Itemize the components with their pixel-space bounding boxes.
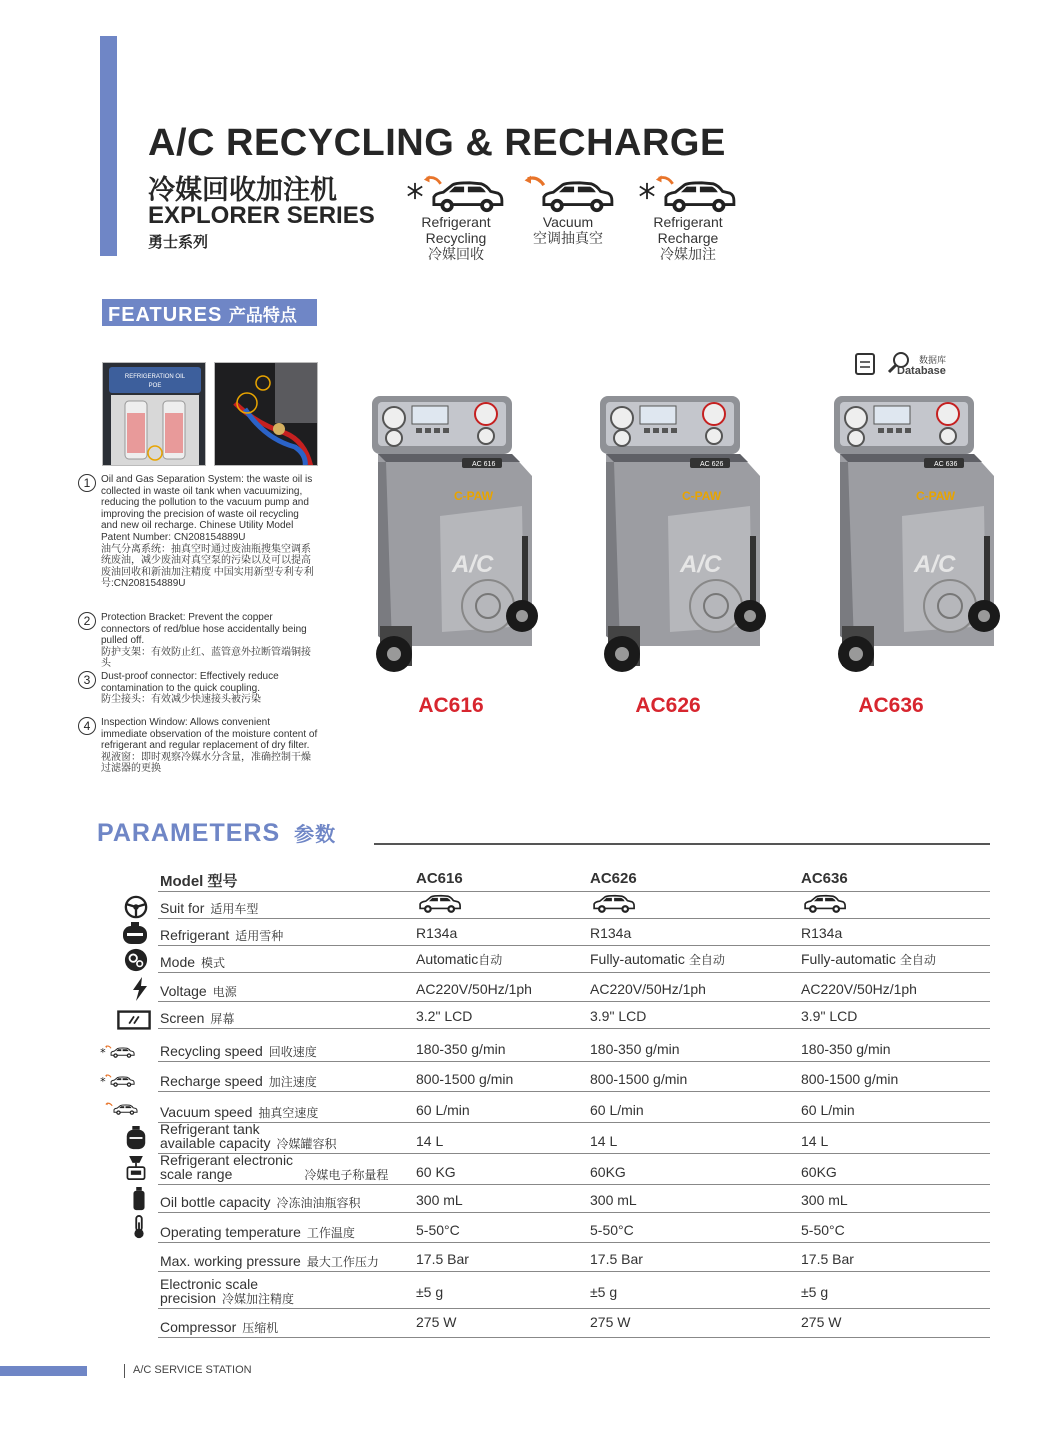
row-refrigerant-ac636: R134a (801, 925, 843, 941)
car-snowflake-recycle-icon (406, 172, 506, 214)
row-label-mode-en: Mode (160, 954, 196, 970)
machine-ac616-panel: A/C (452, 551, 494, 578)
row-temperature-ac636: 5-50°C (801, 1222, 845, 1238)
row-label-screen-cn: 屏幕 (210, 1012, 235, 1026)
parameters-title-label: PARAMETERS (97, 819, 281, 847)
row-label-vacuum-speed-cn: 抽真空速度 (258, 1106, 319, 1120)
car-icon (416, 894, 462, 914)
table-row-recharge-speed (158, 1062, 990, 1092)
row-label-pressure (160, 1254, 379, 1269)
row-mode-ac626 (590, 951, 725, 968)
row-label-oil-bottle (160, 1195, 361, 1210)
row-label-compressor (160, 1320, 278, 1335)
feature-text-1: Oil and Gas Separation System: the waste oil is collected in waste oil tank when vacuumizing, reducing the pollution to the vacuum pump and improving the precision of waste oil recycling and new oil recharge. Chinese Utility Model Patent Number: CN208154889U (101, 474, 313, 543)
feature-number-3: 3 (78, 671, 96, 689)
car-vacuum-icon (518, 172, 618, 214)
row-voltage-ac626: AC220V/50Hz/1ph (590, 981, 706, 997)
row-vacuum-speed-ac636: 60 L/min (801, 1102, 855, 1118)
machine-ac636-brand: C-PAW (916, 489, 956, 503)
row-scale-range-ac616: 60 KG (416, 1164, 456, 1180)
process-recycling-line1: Refrigerant (421, 214, 491, 230)
row-label-tank-capacity-cn: 冷媒罐容积 (276, 1137, 337, 1151)
row-label-voltage (160, 984, 237, 999)
machine-ac616-image (372, 396, 547, 692)
page-title-cn: 冷媒回收加注机 (148, 175, 337, 206)
machine-ac616-brand: C-PAW (454, 489, 494, 503)
row-label-tank-capacity-en2: available capacity (160, 1135, 271, 1151)
features-banner-label: FEATURES (108, 304, 223, 326)
table-header-col-3: AC636 (801, 870, 848, 887)
table-header-label: Model 型号 (160, 873, 238, 890)
row-label-tank-capacity (160, 1122, 337, 1151)
process-recharge (628, 172, 748, 262)
title-accent-bar (100, 36, 117, 256)
row-label-compressor-en: Compressor (160, 1319, 237, 1335)
row-label-vacuum-speed (160, 1105, 318, 1120)
process-recycling-line3: 冷媒回收 (428, 246, 484, 262)
machine-ac626-badge: AC 626 (700, 461, 724, 468)
table-row-vacuum-speed (158, 1092, 990, 1123)
row-label-oil-bottle-cn: 冷冻油油瓶容积 (276, 1196, 361, 1210)
row-oil-bottle-ac626: 300 mL (590, 1192, 637, 1208)
feature-text-2-cn: 防护支架：有效防止红、蓝管意外拉断管端铜接头 (101, 646, 311, 670)
process-recharge-line3: 冷媒加注 (660, 246, 716, 262)
machine-ac626-image (600, 396, 775, 692)
row-vacuum-speed-ac616: 60 L/min (416, 1102, 470, 1118)
row-mode-ac636-en: Fully-automatic (801, 951, 900, 967)
row-label-recycling-speed-en: Recycling speed (160, 1043, 263, 1059)
row-mode-ac626-cn: 全自动 (688, 953, 725, 967)
series-title-cn: 勇士系列 (148, 233, 209, 251)
table-row-temperature (158, 1213, 990, 1243)
row-label-refrigerant-en: Refrigerant (160, 927, 230, 943)
row-label-temperature (160, 1225, 355, 1240)
machine-ac616-badge: AC 616 (472, 461, 496, 468)
row-mode-ac636-cn: 全自动 (899, 953, 936, 967)
row-label-screen-en: Screen (160, 1010, 205, 1026)
parameters-title (97, 818, 336, 848)
row-label-refrigerant-cn: 适用雪种 (235, 929, 284, 943)
scale-icon (118, 1156, 154, 1180)
table-row-screen (158, 1002, 990, 1029)
footer-accent-bar (0, 1366, 87, 1376)
row-label-mode-cn: 模式 (201, 956, 226, 970)
machine-ac626-panel: A/C (680, 551, 722, 578)
car-icon (590, 894, 636, 914)
row-label-oil-bottle-en: Oil bottle capacity (160, 1194, 271, 1210)
feature-number-4: 4 (78, 717, 96, 735)
process-recycling (396, 172, 516, 262)
machine-ac626-brand: C-PAW (682, 489, 722, 503)
feature-photo-hose-bracket (214, 362, 318, 466)
table-row-mode (158, 946, 990, 973)
row-label-voltage-cn: 电源 (212, 985, 237, 999)
table-header-row (158, 860, 990, 892)
row-label-pressure-en: Max. working pressure (160, 1253, 301, 1269)
model-name-ac616: AC616 (418, 694, 484, 717)
row-label-recycling-speed-cn: 回收速度 (268, 1045, 317, 1059)
row-precision-ac636: ±5 g (801, 1284, 829, 1300)
table-row-suit-for (158, 892, 990, 919)
feature-number-1: 1 (78, 474, 96, 492)
feature-text-3: Dust-proof connector: Effectively reduce contamination to the quick coupling. (101, 671, 279, 694)
feature-item-3 (78, 671, 318, 706)
parameters-title-cn: 参数 (294, 822, 337, 846)
feature-item-4 (78, 717, 318, 775)
table-row-refrigerant (158, 919, 990, 946)
row-mode-ac616-cn: 自动 (478, 953, 503, 967)
series-title: EXPLORER SERIES (148, 202, 375, 229)
table-row-pressure (158, 1243, 990, 1272)
lightning-icon (122, 977, 158, 1001)
row-voltage-ac616: AC220V/50Hz/1ph (416, 981, 532, 997)
table-row-recycling-speed (158, 1029, 990, 1062)
row-label-mode (160, 955, 225, 970)
row-label-tank-capacity-en1: Refrigerant tank (160, 1121, 260, 1137)
page-title: A/C RECYCLING & RECHARGE (148, 122, 726, 164)
car-recycle-icon (100, 1040, 136, 1064)
row-compressor-ac626: 275 W (590, 1314, 631, 1330)
row-label-scale-range-en2: scale range (160, 1166, 233, 1182)
row-tank-capacity-ac616: 14 L (416, 1133, 444, 1149)
table-row-precision (158, 1272, 990, 1309)
row-recycling-speed-ac636: 180-350 g/min (801, 1041, 891, 1057)
process-vacuum (508, 172, 628, 246)
row-scale-range-ac626: 60KG (590, 1164, 626, 1180)
database-badge (853, 350, 953, 380)
table-header-col-1: AC616 (416, 870, 463, 887)
footer-separator (124, 1364, 125, 1378)
database-label-cn: 数据库 (919, 355, 947, 365)
row-label-recharge-speed-en: Recharge speed (160, 1073, 263, 1089)
car-recharge-icon (100, 1069, 136, 1093)
row-mode-ac616-en: Automatic (416, 951, 479, 967)
oil-bottle-icon (121, 1187, 157, 1211)
process-recycling-line2: Recycling (425, 230, 487, 246)
row-mode-ac616 (416, 951, 502, 968)
row-label-suit-for (160, 901, 258, 916)
row-oil-bottle-ac636: 300 mL (801, 1192, 848, 1208)
row-compressor-ac616: 275 W (416, 1314, 457, 1330)
thumb-oil-sub: POE (148, 383, 162, 389)
row-oil-bottle-ac616: 300 mL (416, 1192, 463, 1208)
feature-number-2: 2 (78, 612, 96, 630)
machine-ac636-badge: AC 636 (934, 461, 958, 468)
process-vacuum-line1: Vacuum (542, 214, 594, 230)
refrigerant-tank-icon (117, 922, 153, 946)
row-recharge-speed-ac626: 800-1500 g/min (590, 1071, 688, 1087)
footer-text: A/C SERVICE STATION (133, 1364, 252, 1376)
row-precision-ac616: ±5 g (416, 1284, 444, 1300)
row-label-temperature-en: Operating temperature (160, 1224, 301, 1240)
model-name-ac636: AC636 (858, 694, 924, 717)
thermometer-icon (121, 1215, 157, 1239)
machine-ac636-panel: A/C (914, 551, 956, 578)
row-temperature-ac626: 5-50°C (590, 1222, 634, 1238)
row-recharge-speed-ac636: 800-1500 g/min (801, 1071, 899, 1087)
row-refrigerant-ac626: R134a (590, 925, 632, 941)
row-label-precision-en2: precision (160, 1290, 217, 1306)
features-banner-label-cn: 产品特点 (228, 306, 297, 326)
parameters-divider (374, 843, 990, 845)
row-label-precision-cn: 冷媒加注精度 (222, 1292, 295, 1306)
row-label-pressure-cn: 最大工作压力 (306, 1255, 379, 1269)
row-label-suit-for-cn: 适用车型 (210, 902, 259, 916)
steering-wheel-icon (118, 895, 154, 919)
feature-text-4-cn: 视液窗：即时观察冷媒水分含量，准确控制干燥过滤器的更换 (101, 751, 311, 775)
process-recharge-line1: Refrigerant (653, 214, 723, 230)
row-label-voltage-en: Voltage (160, 983, 207, 999)
row-label-scale-range-en1: Refrigerant electronic (160, 1152, 294, 1168)
row-pressure-ac616: 17.5 Bar (416, 1251, 469, 1267)
features-banner (102, 299, 317, 326)
row-label-compressor-cn: 压缩机 (242, 1321, 279, 1335)
thumb-oil-label: REFRIGERATION OIL (124, 374, 186, 380)
row-pressure-ac636: 17.5 Bar (801, 1251, 854, 1267)
table-row-tank-capacity (158, 1123, 990, 1154)
table-header-col-2: AC626 (590, 870, 637, 887)
car-snowflake-recharge-icon (638, 172, 738, 214)
gears-icon (118, 948, 154, 972)
feature-photo-oil-bottles (102, 362, 206, 466)
row-label-screen (160, 1011, 234, 1026)
row-scale-range-ac636: 60KG (801, 1164, 837, 1180)
feature-item-2 (78, 612, 318, 670)
process-recharge-line2: Recharge (657, 230, 719, 246)
car-vacuum-icon (104, 1097, 140, 1121)
feature-text-3-cn: 防尘接头：有效减少快速接头被污染 (101, 694, 261, 706)
row-tank-capacity-ac636: 14 L (801, 1133, 829, 1149)
machine-ac636-image (834, 396, 1009, 692)
row-mode-ac636 (801, 951, 936, 968)
feature-text-1-cn: 油气分离系统：抽真空时通过废油瓶搜集空调系统废油，减少废油对真空泵的污染以及可以提高废油回收和新油加注精度 中国实用新型专利专利号:CN208154889U (101, 543, 314, 590)
row-label-scale-range (160, 1153, 388, 1182)
row-precision-ac626: ±5 g (590, 1284, 618, 1300)
row-screen-ac626: 3.9" LCD (590, 1008, 647, 1024)
row-label-precision (160, 1277, 294, 1306)
model-name-ac626: AC626 (635, 694, 701, 717)
table-row-oil-bottle (158, 1185, 990, 1213)
row-recharge-speed-ac616: 800-1500 g/min (416, 1071, 514, 1087)
row-label-recharge-speed-cn: 加注速度 (268, 1075, 317, 1089)
table-row-scale-range (158, 1154, 990, 1185)
row-label-scale-range-cn: 冷媒电子称量程 (304, 1168, 389, 1182)
row-recycling-speed-ac626: 180-350 g/min (590, 1041, 680, 1057)
row-pressure-ac626: 17.5 Bar (590, 1251, 643, 1267)
feature-text-2: Protection Bracket: Prevent the copper connectors of red/blue hose accidentally being pulled off. (101, 612, 307, 647)
feature-text-4: Inspection Window: Allows convenient immediate observation of the moisture content of refrigerant and regular replacement of dry filter. (101, 717, 318, 752)
row-screen-ac616: 3.2" LCD (416, 1008, 473, 1024)
process-vacuum-line2: 空调抽真空 (533, 230, 603, 246)
row-label-recharge-speed (160, 1074, 317, 1089)
table-row-voltage (158, 973, 990, 1002)
row-voltage-ac636: AC220V/50Hz/1ph (801, 981, 917, 997)
row-label-suit-for-en: Suit for (160, 900, 205, 916)
screen-icon (116, 1008, 152, 1032)
row-label-refrigerant (160, 928, 283, 943)
row-temperature-ac616: 5-50°C (416, 1222, 460, 1238)
row-compressor-ac636: 275 W (801, 1314, 842, 1330)
row-vacuum-speed-ac626: 60 L/min (590, 1102, 644, 1118)
row-screen-ac636: 3.9" LCD (801, 1008, 858, 1024)
row-recycling-speed-ac616: 180-350 g/min (416, 1041, 506, 1057)
row-tank-capacity-ac626: 14 L (590, 1133, 618, 1149)
feature-item-1 (78, 474, 318, 590)
database-label: Database (897, 365, 946, 377)
row-label-precision-en1: Electronic scale (160, 1276, 259, 1292)
table-row-compressor (158, 1309, 990, 1338)
row-mode-ac626-en: Fully-automatic (590, 951, 689, 967)
row-label-recycling-speed (160, 1044, 317, 1059)
tank-icon (118, 1126, 154, 1150)
row-label-temperature-cn: 工作温度 (306, 1226, 355, 1240)
car-icon (801, 894, 847, 914)
row-label-vacuum-speed-en: Vacuum speed (160, 1104, 253, 1120)
row-refrigerant-ac616: R134a (416, 925, 458, 941)
